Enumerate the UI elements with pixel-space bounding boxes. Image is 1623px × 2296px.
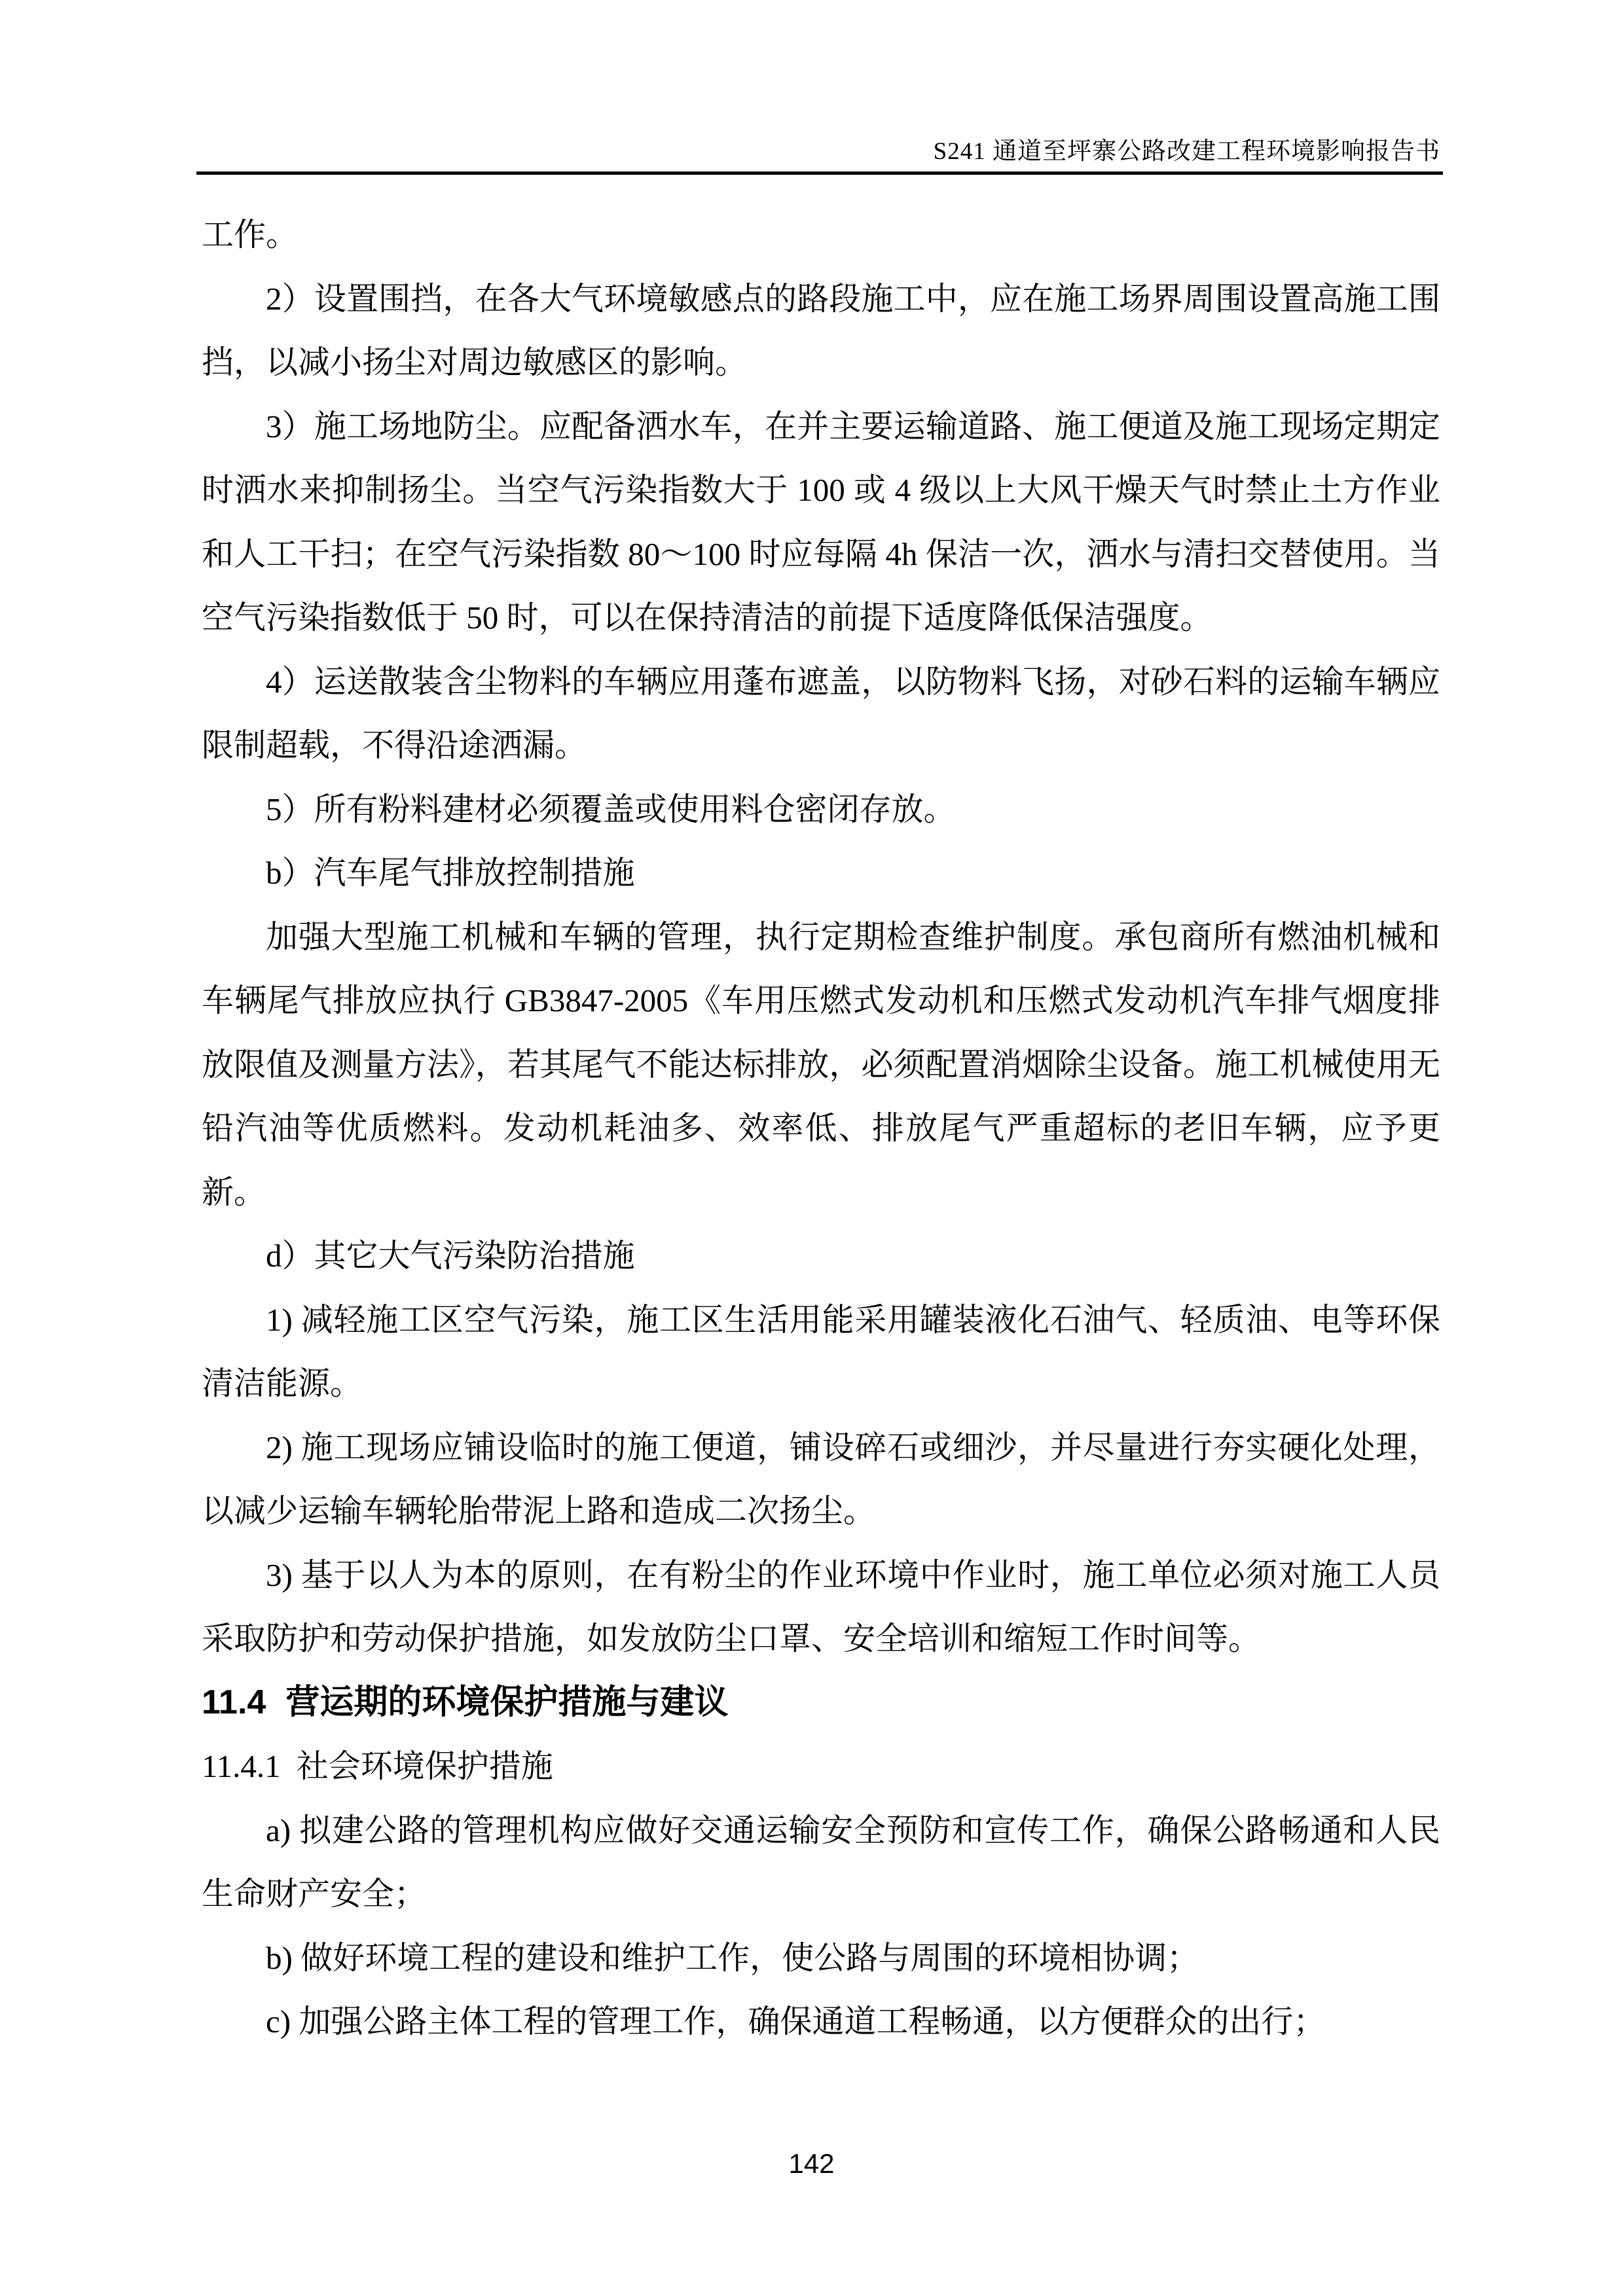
page-number: 142 <box>788 2148 835 2179</box>
paragraph: 1) 减轻施工区空气污染，施工区生活用能采用罐装液化石油气、轻质油、电等环保清洁能源。 <box>202 1301 1440 1401</box>
paragraph: 3) 基于以人为本的原则，在有粉尘的作业环境中作业时，施工单位必须对施工人员采取防护和劳动保护措施，如发放防尘口罩、安全培训和缩短工作时间等。 <box>202 1556 1440 1657</box>
paragraph: 3）施工场地防尘。应配备洒水车，在并主要运输道路、施工便道及施工现场定期定时洒水来抑制扬尘。当空气污染指数大于 100 或 4 级以上大风干燥天气时禁止土方作业和人工干扫；在空气污染指数 80～100 时应每隔 4h 保洁一次，洒水与清扫交替使用。当空气污染指数低于 50 时，可以在保持清洁的前提下适度降低保洁强度。 <box>202 408 1440 636</box>
paragraph: 2）设置围挡，在各大气环境敏感点的路段施工中，应在施工场界周围设置高施工围挡，以减小扬尘对周边敏感区的影响。 <box>202 280 1440 380</box>
paragraph: 5）所有粉料建材必须覆盖或使用料仓密闭存放。 <box>266 791 956 827</box>
section-heading-11-4-1 <box>202 1734 1440 1799</box>
paragraph: 2) 施工现场应铺设临时的施工便道，铺设碎石或细沙，并尽量进行夯实硬化处理，以减少运输车辆轮胎带泥上路和造成二次扬尘。 <box>202 1429 1440 1529</box>
header-rule <box>196 171 1443 175</box>
section-number: 11.4 <box>202 1683 266 1721</box>
paragraph: b）汽车尾气排放控制措施 <box>266 855 635 891</box>
document-body <box>202 203 1440 2054</box>
section-title: 营运期的环境保护措施与建议 <box>285 1683 729 1721</box>
paragraph: b) 做好环境工程的建设和维护工作，使公路与周围的环境相协调； <box>266 1939 1199 1976</box>
header-title: S241 通道至坪寨公路改建工程环境影响报告书 <box>933 138 1440 165</box>
section-number: 11.4.1 <box>202 1748 281 1784</box>
section-heading-11-4 <box>202 1671 1440 1735</box>
paragraph: c) 加强公路主体工程的管理工作，确保通道工程畅通，以方便群众的出行； <box>266 2003 1326 2039</box>
paragraph: d）其它大气污染防治措施 <box>266 1238 635 1274</box>
paragraph: 4）运送散装含尘物料的车辆应用蓬布遮盖，以防物料飞扬，对砂石料的运输车辆应限制超载，不得沿途洒漏。 <box>202 663 1440 763</box>
paragraph: 工作。 <box>202 217 299 253</box>
paragraph: 加强大型施工机械和车辆的管理，执行定期检查维护制度。承包商所有燃油机械和车辆尾气排放应执行 GB3847-2005《车用压燃式发动机和压燃式发动机汽车排气烟度排放限值及测量方法》，若其尾气不能达标排放，必须配置消烟除尘设备。施工机械使用无铅汽油等优质燃料。发动机耗油多、效率低、排放尾气严重超标的老旧车辆，应予更新。 <box>202 918 1440 1210</box>
section-title: 社会环境保护措施 <box>296 1748 553 1784</box>
paragraph: a) 拟建公路的管理机构应做好交通运输安全预防和宣传工作，确保公路畅通和人民生命财产安全； <box>202 1812 1440 1912</box>
